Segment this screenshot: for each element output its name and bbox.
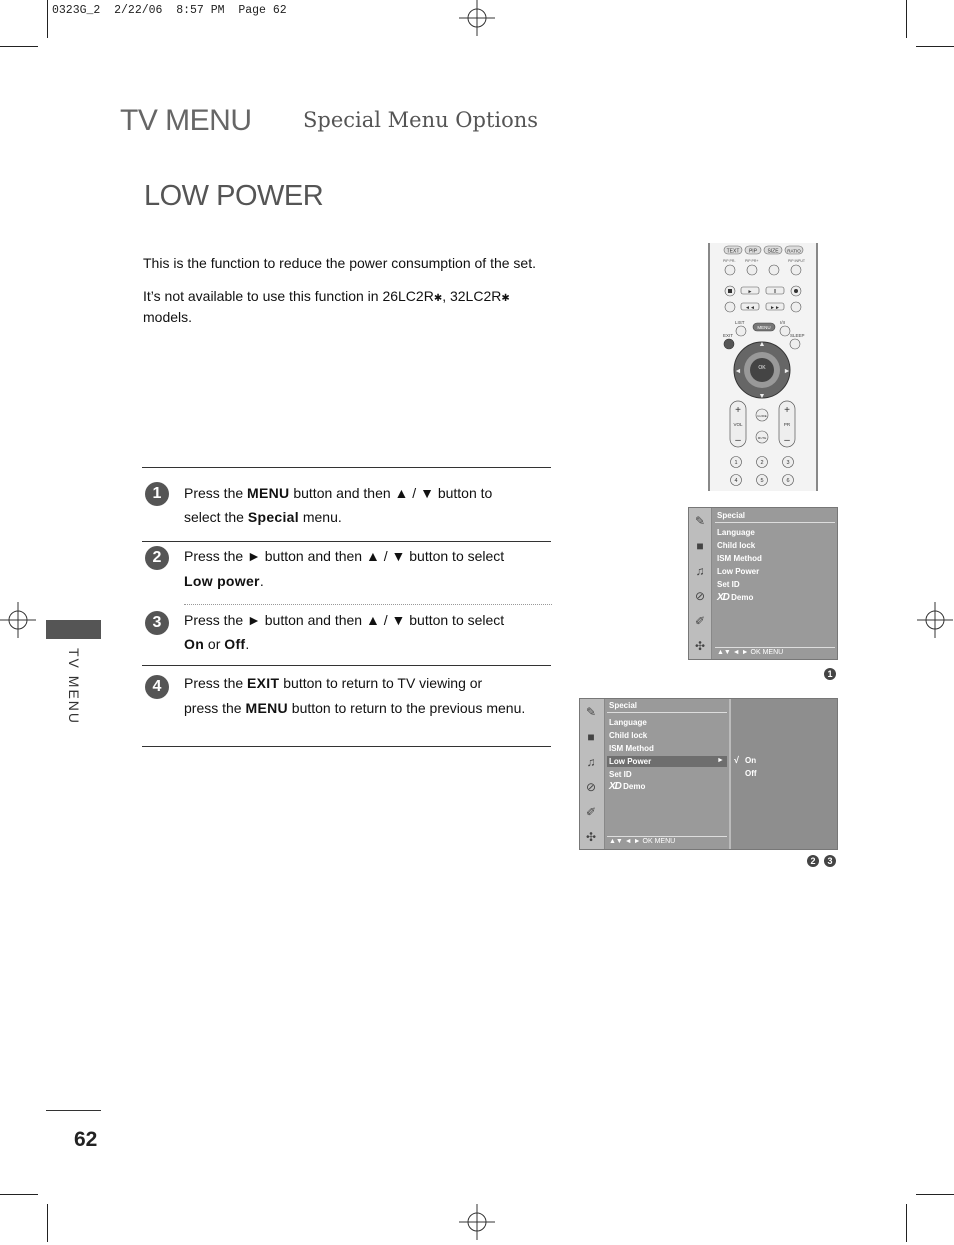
- step-text-part: button to return to the previous menu.: [287, 700, 526, 716]
- osd-footer: ▲▼ ◄ ► OK MENU: [717, 649, 784, 656]
- osd-option-on: On: [745, 756, 757, 765]
- osd-special-menu: [688, 507, 838, 660]
- remote-top-buttons: [724, 246, 803, 255]
- svg-text:◄◄: ◄◄: [745, 305, 755, 311]
- osd-menu-item-selected: Low Power: [609, 757, 652, 766]
- osd-title: Special: [717, 511, 746, 520]
- remote-label: 4: [734, 478, 738, 484]
- osd-menu-item: Child lock: [609, 731, 648, 740]
- audio-icon: ♫: [695, 564, 705, 578]
- step-text: [184, 573, 264, 589]
- step-text-part: .: [259, 573, 264, 589]
- screen-badge: 2: [807, 855, 819, 867]
- special-icon: ✐: [585, 805, 597, 819]
- remote-label: EXIT: [723, 333, 734, 338]
- dotted-divider: [184, 604, 552, 605]
- osd-icon-column: [580, 699, 605, 849]
- screen-badge: 1: [824, 668, 836, 680]
- remote-label: I/II: [780, 320, 786, 325]
- step-number: 3: [145, 611, 169, 635]
- step-text-part: button to return to TV viewing or: [279, 675, 483, 691]
- osd-footer: ▲▼ ◄ ► OK MENU: [609, 838, 676, 845]
- divider: [142, 541, 551, 542]
- screen-icon: ✣: [585, 830, 597, 844]
- intro-text: models.: [143, 309, 193, 325]
- osd-demo-label: Demo: [623, 782, 646, 791]
- remote-label: GUIDE: [757, 414, 767, 418]
- time-icon: ⊘: [694, 589, 706, 603]
- check-icon: √: [734, 755, 739, 765]
- step-text-part: Press the: [184, 485, 248, 501]
- audio-icon: ♫: [586, 755, 596, 769]
- screen-icon: ✣: [694, 639, 706, 653]
- osd-demo-label: Demo: [731, 593, 754, 602]
- remote-label: PIP INPUT: [788, 259, 806, 263]
- svg-text:▲: ▲: [758, 341, 766, 348]
- registration-mark-icon: [0, 602, 36, 638]
- step-keyword: MENU: [245, 700, 288, 716]
- step-text-part: button and then ▲ / ▼ button to: [289, 485, 493, 501]
- osd-divider: [607, 712, 727, 713]
- step-text: [184, 636, 249, 652]
- crop-mark: [47, 1204, 48, 1242]
- registration-mark-icon: [459, 0, 495, 36]
- svg-text:–: –: [784, 435, 790, 446]
- osd-menu-item: ISM Method: [609, 744, 654, 753]
- intro-line-1: [143, 254, 553, 273]
- remote-label: PR: [783, 422, 791, 427]
- registration-mark-icon: [459, 1204, 495, 1240]
- remote-label: OK: [758, 365, 766, 371]
- divider: [142, 746, 551, 747]
- osd-menu-item: ISM Method: [717, 554, 762, 563]
- osd-divider: [607, 836, 727, 837]
- submenu-arrow-icon: ►: [717, 757, 724, 764]
- divider: [142, 665, 551, 666]
- intro-text: It’s not available to use this function in 26LC2R: [143, 288, 434, 304]
- step-text-part: press the: [184, 700, 246, 716]
- page-number: 62: [74, 1128, 98, 1151]
- step-number: 1: [145, 482, 169, 506]
- svg-text:►: ►: [783, 368, 791, 375]
- crop-mark: [916, 46, 954, 47]
- step-text: [184, 509, 342, 525]
- step-text: [184, 675, 482, 691]
- step-text-part: Press the ► button and then ▲ / ▼ button to select: [184, 612, 505, 628]
- svg-text:–: –: [735, 435, 741, 446]
- step-text: [184, 612, 504, 628]
- osd-special-menu-expanded: [579, 698, 838, 850]
- svg-text:►: ►: [747, 289, 753, 295]
- osd-icon-column: [689, 508, 712, 659]
- xd-logo: XD: [717, 592, 729, 603]
- menu-title: TV MENU: [120, 104, 252, 137]
- remote-label: SLEEP: [790, 333, 805, 338]
- remote-label: VOL: [733, 422, 743, 427]
- osd-menu-item: Set ID: [609, 770, 632, 779]
- crop-mark: [906, 1204, 907, 1242]
- footer-divider: [46, 1110, 101, 1111]
- remote-label: 2: [760, 460, 764, 466]
- step-text: [184, 548, 504, 564]
- osd-menu-item: Language: [717, 528, 755, 537]
- osd-menu-item: [609, 781, 645, 792]
- remote-label: PIP: [748, 248, 758, 255]
- special-icon: ✐: [694, 614, 706, 628]
- osd-title: Special: [609, 701, 638, 710]
- step-text-part: menu.: [298, 509, 342, 525]
- remote-label: TEXT: [726, 248, 740, 255]
- remote-label: PIP PR-: [723, 259, 736, 263]
- intro-line-2: [143, 287, 553, 327]
- osd-option-off: Off: [745, 769, 757, 778]
- osd-menu-item: Child lock: [717, 541, 756, 550]
- step-text-part: Press the ► button and then ▲ / ▼ button to select: [184, 548, 505, 564]
- step-text: [184, 485, 492, 501]
- remote-label: MENU: [757, 325, 771, 330]
- time-icon: ⊘: [585, 780, 597, 794]
- remote-label: MUTE: [757, 436, 767, 440]
- svg-text:◄: ◄: [734, 368, 742, 375]
- setup-icon: ✎: [694, 514, 706, 528]
- osd-divider: [715, 647, 835, 648]
- xd-logo: XD: [609, 781, 621, 792]
- step-text: [184, 700, 525, 716]
- step-keyword: MENU: [247, 485, 290, 501]
- intro-text: , 32LC2R: [442, 288, 502, 304]
- osd-menu-item: [717, 592, 753, 603]
- step-text-part: select the: [184, 509, 248, 525]
- remote-label: RATIO: [787, 248, 801, 254]
- remote-label: 5: [760, 478, 764, 484]
- setup-icon: ✎: [585, 705, 597, 719]
- side-label: TV MENU: [66, 648, 82, 725]
- asterisk-icon: ✱: [433, 293, 443, 304]
- picture-icon: ■: [587, 730, 595, 744]
- intro-text: This is the function to reduce the power consumption of the set.: [143, 255, 536, 271]
- registration-mark-icon: [917, 602, 953, 638]
- crop-mark: [47, 0, 48, 38]
- step-number: 4: [145, 675, 169, 699]
- osd-menu-item: Set ID: [717, 580, 740, 589]
- step-keyword: Low power: [184, 573, 260, 589]
- svg-text:▼: ▼: [758, 393, 766, 400]
- step-number: 2: [145, 546, 169, 570]
- section-title: Special Menu Options: [303, 108, 539, 132]
- osd-menu-item: Language: [609, 718, 647, 727]
- svg-text:►►: ►►: [770, 305, 780, 311]
- svg-text:+: +: [735, 405, 741, 416]
- crop-mark: [0, 46, 38, 47]
- picture-icon: ■: [696, 539, 704, 553]
- crop-mark: [916, 1194, 954, 1195]
- section-tab: [46, 620, 101, 639]
- step-keyword: On: [184, 636, 205, 652]
- remote-label: 1: [734, 460, 738, 466]
- step-text-part: Press the: [184, 675, 248, 691]
- step-text-part: or: [204, 636, 225, 652]
- step-text-part: .: [245, 636, 250, 652]
- remote-label: 6: [786, 478, 790, 484]
- osd-menu-item: Low Power: [717, 567, 760, 576]
- remote-label: 3: [786, 460, 790, 466]
- remote-control-illustration: [708, 243, 818, 491]
- remote-label: LIST: [735, 320, 745, 325]
- step-keyword: Off: [224, 636, 246, 652]
- osd-submenu-panel: [729, 699, 837, 849]
- step-keyword: EXIT: [247, 675, 280, 691]
- osd-divider: [715, 522, 835, 523]
- crop-mark: [0, 1194, 38, 1195]
- remote-label: PIP PR+: [745, 259, 759, 263]
- screen-badge: 3: [824, 855, 836, 867]
- step-keyword: Special: [247, 509, 299, 525]
- svg-text:II: II: [773, 289, 777, 295]
- remote-label: SIZE: [767, 248, 779, 255]
- print-header: 0323G_2 2/22/06 8:57 PM Page 62: [52, 4, 287, 17]
- page-heading: LOW POWER: [144, 180, 324, 212]
- crop-mark: [906, 0, 907, 38]
- divider: [142, 467, 551, 468]
- svg-text:+: +: [784, 405, 790, 416]
- asterisk-icon: ✱: [501, 293, 510, 304]
